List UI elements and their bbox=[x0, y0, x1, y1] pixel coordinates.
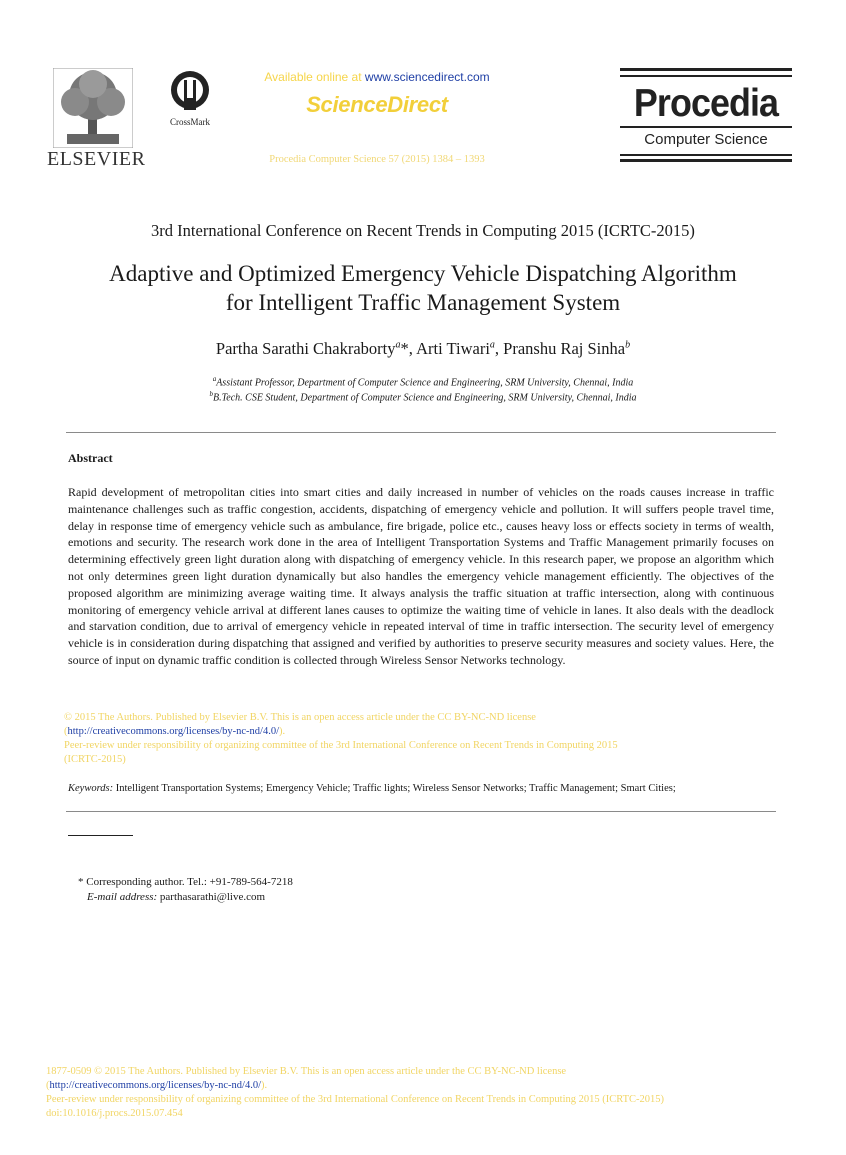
affiliation-text: B.Tech. CSE Student, Department of Computer Science and Engineering, SRM University, Chennai, India bbox=[213, 392, 637, 404]
procedia-top-rule bbox=[620, 68, 792, 71]
license-line-3: Peer-review under responsibility of organizing committee of the 3rd International Conference on Recent Trends in Computing 2015 bbox=[64, 740, 618, 751]
footer-line-3: Peer-review under responsibility of organizing committee of the 3rd International Conference on Recent Trends in Computing 2015 (ICRTC-2015) bbox=[46, 1094, 665, 1105]
affiliation-mark: a bbox=[212, 375, 217, 383]
procedia-bottom-rule-thin bbox=[620, 154, 792, 156]
affiliation-a bbox=[40, 375, 806, 388]
paper-title-line-2: for Intelligent Traffic Management System bbox=[225, 290, 621, 315]
paren-close: ). bbox=[279, 726, 286, 737]
footer-doi[interactable]: doi:10.1016/j.procs.2015.07.454 bbox=[46, 1108, 183, 1119]
author-affil-mark: a bbox=[395, 339, 401, 351]
license-line-1: © 2015 The Authors. Published by Elsevier B.V. This is an open access article under the CC BY-NC-ND license bbox=[64, 712, 536, 723]
abstract-heading: Abstract bbox=[68, 451, 113, 465]
sciencedirect-logo: ScienceDirect bbox=[306, 92, 448, 117]
paper-title bbox=[40, 259, 806, 317]
keywords-line bbox=[68, 783, 780, 794]
abstract-top-rule bbox=[66, 432, 776, 433]
elsevier-logo bbox=[47, 68, 146, 170]
corresponding-author: * Corresponding author. Tel.: +91-789-564-7218 bbox=[78, 876, 293, 888]
procedia-bottom-rule bbox=[620, 159, 792, 162]
crossmark-icon bbox=[170, 70, 210, 110]
footer-url-line bbox=[46, 1079, 826, 1093]
procedia-top-rule-thin bbox=[620, 75, 792, 77]
procedia-subtitle: Computer Science bbox=[644, 131, 768, 148]
author-list: Partha Sarathi Chakraborty$^a$*, Arti Tiwari$^a$, Pranshu Raj Sinha$^b$ bbox=[215, 339, 631, 358]
author-name: Pranshu Raj Sinha bbox=[503, 339, 626, 358]
affiliation-b bbox=[40, 390, 806, 403]
footnote-rule bbox=[68, 835, 133, 836]
crossmark-label: CrossMark bbox=[170, 117, 210, 127]
elsevier-wordmark: ELSEVIER bbox=[47, 148, 146, 170]
procedia-logo bbox=[620, 68, 792, 164]
paren-close: ). bbox=[261, 1080, 268, 1091]
conference-name: 3rd International Conference on Recent Trends in Computing 2015 (ICRTC-2015) bbox=[151, 221, 695, 240]
abstract-body: Rapid development of metropolitan cities into smart cities and daily increased in number of vehicles on the roads causes increase in traffic maintenance challenges such as traffic congestion, accidents, dispatching of emergency vehicle and pollution. It will suffers people travel time, delay in response time of emergency vehicle such as ambulance, fire brigade, police etc., causes heavy loss or effects society in terms of wealth, emotions and security. The research work done in the area of Intelligent Transportation Systems and Traffic Management primarily focuses on determining effectively green light duration along with dispatching of emergency vehicle. In this research paper, we propose an algorithm which not only determines green light duration dynamically but also handles the emergency vehicle management efficiently. The objectives of the proposed algorithm are minimizing average waiting time. It always analysis the traffic situation at traffic intersection, along with continuous monitoring of emergency vehicle arrival at different lanes causes to optimize the waiting time of vehicle in lanes. It also deals with the deadlock and starvation condition, due to arrival of emergency vehicle in repeated interval of time in traffic intersection. The security level of emergency vehicle is in consideration during dispatching that assigned and verified by authorities to preserve security measures and society values. Here, the source of input on dynamic traffic condition is collected through Wireless Sensor Networks technology. bbox=[68, 485, 774, 667]
author-name: Partha Sarathi Chakraborty bbox=[215, 339, 396, 358]
email-line bbox=[87, 891, 265, 903]
available-prefix: Available online at bbox=[264, 70, 365, 84]
author-affil-mark: b bbox=[625, 339, 631, 351]
author-affil-mark: a bbox=[489, 339, 495, 351]
email-label: E-mail address: bbox=[87, 891, 158, 903]
keywords-label: Keywords: bbox=[68, 783, 114, 794]
paper-title-line-1: Adaptive and Optimized Emergency Vehicle Dispatching Algorithm bbox=[109, 261, 737, 286]
license-line-4: (ICRTC-2015) bbox=[64, 754, 126, 765]
license-link[interactable]: http://creativecommons.org/licenses/by-nc-nd/4.0/ bbox=[67, 726, 280, 737]
license-url-line bbox=[64, 725, 784, 739]
available-online-line bbox=[232, 70, 522, 84]
paren-open: ( bbox=[46, 1080, 50, 1091]
paren-open: ( bbox=[64, 726, 68, 737]
keywords-bottom-rule bbox=[66, 811, 776, 812]
affiliation-mark: b bbox=[209, 390, 214, 398]
procedia-wordmark: Procedia bbox=[633, 82, 779, 125]
email-address[interactable]: parthasarathi@live.com bbox=[157, 891, 266, 903]
keywords-text: Intelligent Transportation Systems; Emergency Vehicle; Traffic lights; Wireless Sensor Networks; Traffic Management; Smart Cities; bbox=[113, 783, 676, 794]
corresponding-mark: * bbox=[400, 339, 409, 358]
author-name: Arti Tiwari bbox=[416, 339, 490, 358]
footer-license-link[interactable]: http://creativecommons.org/licenses/by-nc-nd/4.0/ bbox=[49, 1080, 262, 1091]
elsevier-tree-icon bbox=[53, 68, 133, 148]
crossmark-badge[interactable] bbox=[160, 70, 220, 126]
affiliation-text: Assistant Professor, Department of Computer Science and Engineering, SRM University, Chennai, India bbox=[216, 377, 634, 389]
footer-line-1: 1877-0509 © 2015 The Authors. Published by Elsevier B.V. This is an open access article under the CC BY-NC-ND license bbox=[46, 1066, 567, 1077]
sciencedirect-link[interactable]: www.sciencedirect.com bbox=[364, 70, 490, 84]
procedia-mid-rule bbox=[620, 126, 792, 128]
journal-reference: Procedia Computer Science 57 (2015) 1384 – 1393 bbox=[269, 154, 485, 165]
